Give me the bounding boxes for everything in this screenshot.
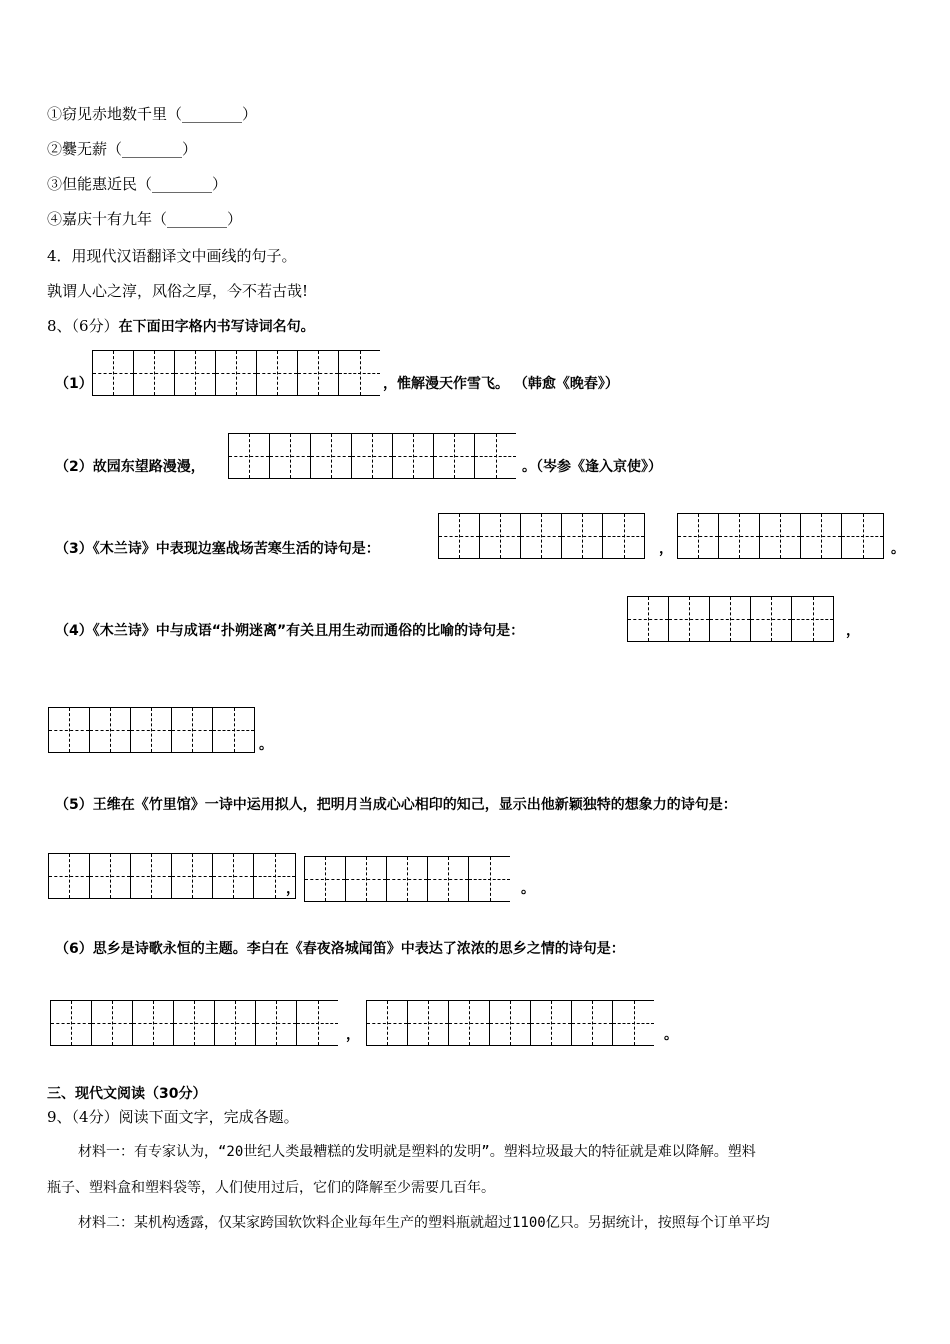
poem-5-grid-a[interactable] bbox=[48, 853, 296, 899]
poem-3-prefix: （3）《木兰诗》中表现边塞战场苦寒生活的诗句是： bbox=[55, 541, 380, 557]
poem-1-suffix: ，惟解漫天作雪飞。 （韩愈《晚春》） bbox=[383, 376, 619, 392]
poem-5-comma: ， bbox=[286, 881, 300, 897]
vocab-item-3: ③但能惠近民（________） bbox=[47, 175, 228, 193]
poem-2-prefix: （2）故园东望路漫漫， bbox=[55, 459, 205, 475]
question-4-sentence: 孰谓人心之淳，风俗之厚，今不若古哉! bbox=[47, 282, 309, 300]
poem-2-grid[interactable] bbox=[228, 433, 516, 479]
poem-1-prefix: （1） bbox=[55, 376, 93, 392]
vocab-item-2: ②爨无薪（________） bbox=[47, 140, 198, 158]
poem-3-end: 。 bbox=[891, 541, 905, 557]
poem-6-grid-b[interactable] bbox=[366, 1000, 654, 1046]
poem-5-end: 。 bbox=[521, 881, 535, 897]
section-3-title: 三、现代文阅读（30分） bbox=[47, 1086, 207, 1102]
material-2-line-1: 材料二：某机构透露，仅某家跨国软饮料企业每年生产的塑料瓶就超过1100亿只。另据统计，按照每个订单平均 bbox=[78, 1215, 770, 1231]
question-8-number: 8、（6分） bbox=[47, 317, 119, 335]
poem-6-grid-a[interactable] bbox=[50, 1000, 338, 1046]
poem-3-grid-b[interactable] bbox=[677, 513, 884, 559]
poem-4-grid-a[interactable] bbox=[627, 596, 834, 642]
poem-4-prefix: （4）《木兰诗》中与成语“扑朔迷离”有关且用生动而通俗的比喻的诗句是： bbox=[55, 623, 525, 639]
question-8-title bbox=[47, 315, 315, 336]
poem-2-suffix: 。（岑参《逢入京使》） bbox=[522, 459, 662, 475]
poem-5-grid-b[interactable] bbox=[304, 856, 510, 902]
vocab-item-1: ①窃见赤地数千里（________） bbox=[47, 105, 258, 123]
material-1-line-1: 材料一：有专家认为，“20世纪人类最糟糕的发明就是塑料的发明”。塑料垃圾最大的特征就是难以降解。塑料 bbox=[78, 1144, 756, 1160]
poem-4-end: 。 bbox=[259, 737, 273, 753]
poem-6-comma: ， bbox=[346, 1027, 360, 1043]
poem-4-grid-b[interactable] bbox=[48, 707, 255, 753]
poem-3-comma: ， bbox=[659, 541, 673, 557]
poem-1-grid[interactable] bbox=[92, 350, 380, 396]
question-8-instruction: 在下面田字格内书写诗词名句。 bbox=[118, 319, 315, 335]
poem-5-prefix: （5）王维在《竹里馆》一诗中运用拟人，把明月当成心心相印的知己，显示出他新颖独特的想象力的诗句是： bbox=[55, 797, 737, 813]
question-9-label: 9、（4分）阅读下面文字，完成各题。 bbox=[47, 1108, 299, 1126]
poem-6-prefix: （6）思乡是诗歌永恒的主题。李白在《春夜洛城闻笛》中表达了浓浓的思乡之情的诗句是： bbox=[55, 941, 625, 957]
poem-4-comma: ， bbox=[846, 623, 860, 639]
material-1-line-2: 瓶子、塑料盒和塑料袋等，人们使用过后，它们的降解至少需要几百年。 bbox=[47, 1180, 495, 1196]
vocab-item-4: ④嘉庆十有九年（________） bbox=[47, 210, 243, 228]
question-4-label: 4．用现代汉语翻译文中画线的句子。 bbox=[47, 247, 297, 265]
poem-6-end: 。 bbox=[664, 1027, 678, 1043]
poem-3-grid-a[interactable] bbox=[438, 513, 645, 559]
